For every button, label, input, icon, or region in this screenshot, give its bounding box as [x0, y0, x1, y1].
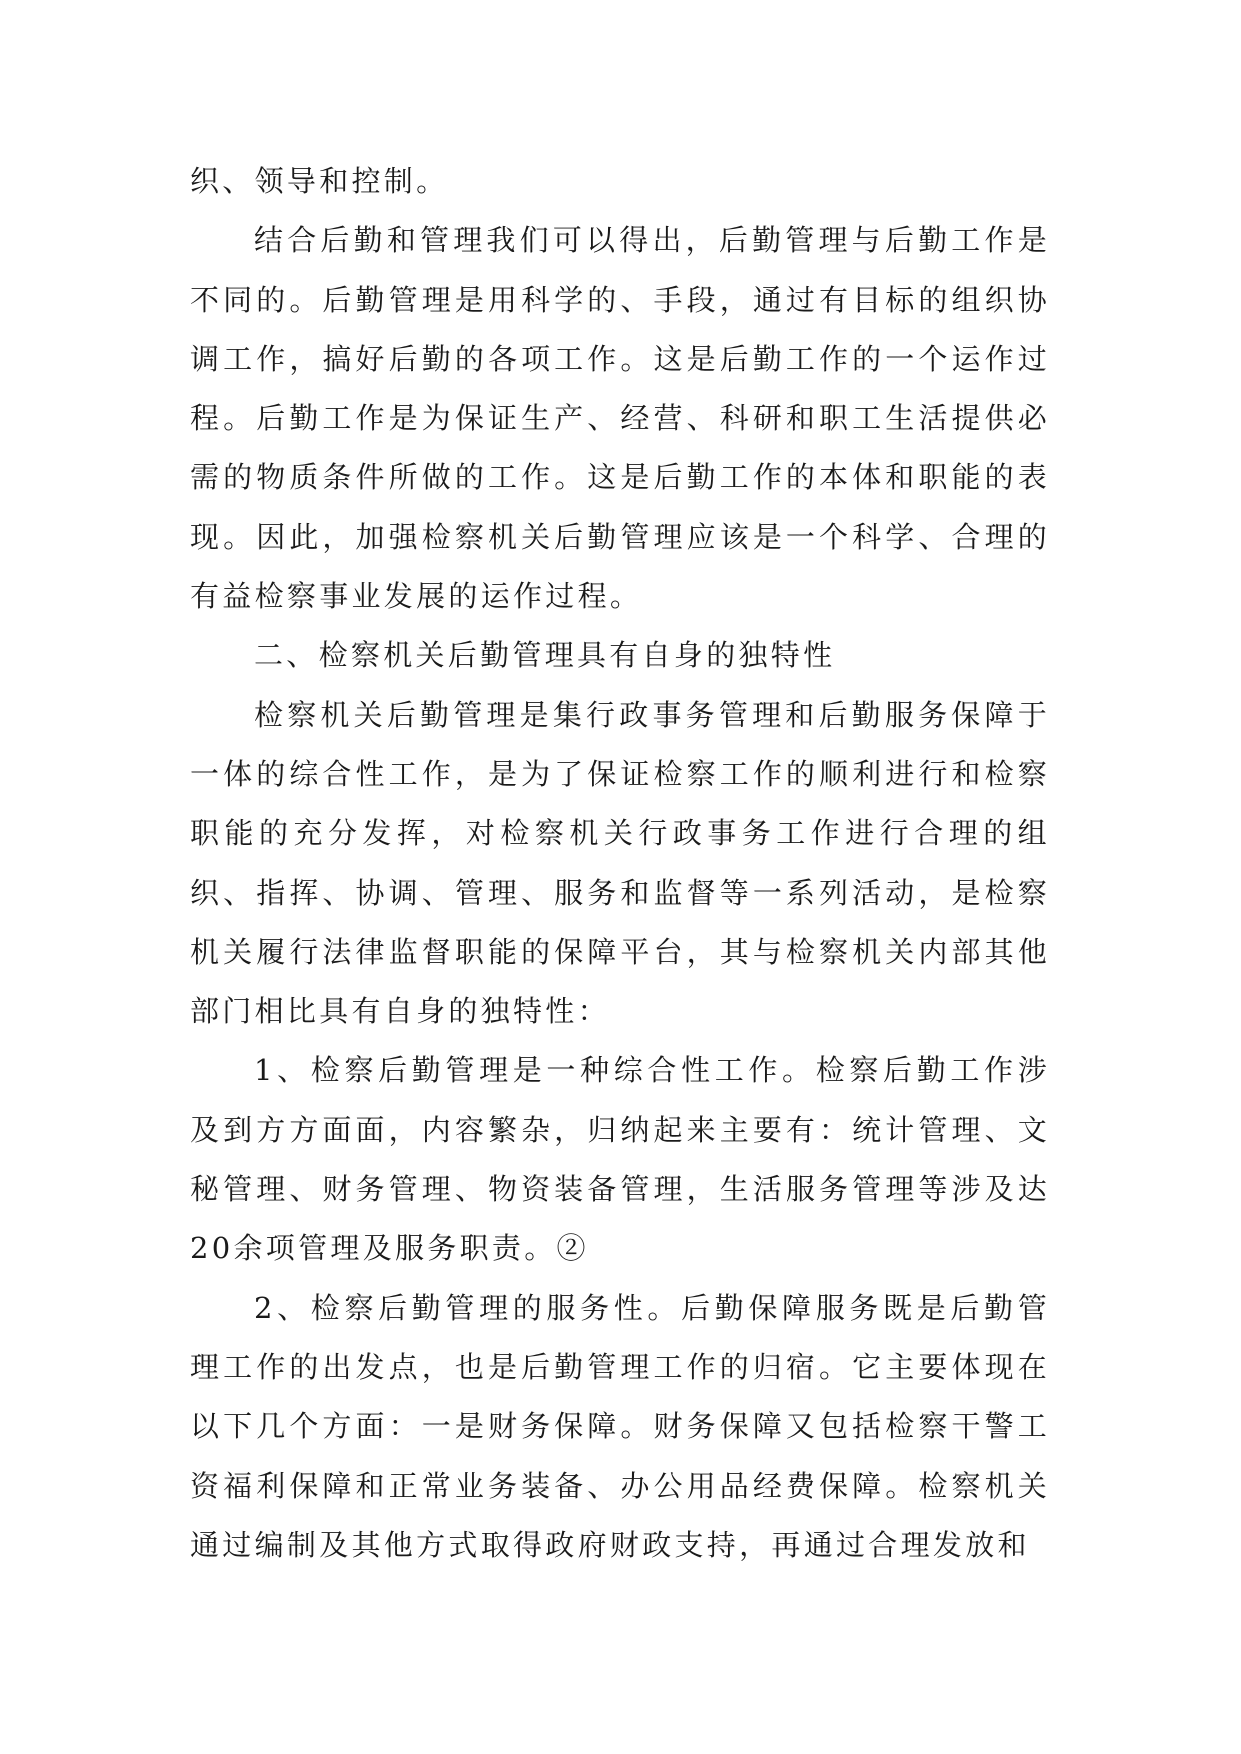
- section-heading: 二、检察机关后勤管理具有自身的独特性: [254, 638, 836, 673]
- paragraph-point-2: 2、检察后勤管理的服务性。后勤保障服务既是后勤管理工作的出发点，也是后勤管理工作的归宿。它主要体现在以下几个方面：一是财务保障。财务保障又包括检察干警工资福利保障和正常业务装备、办公用品经费保障。检察机关通过编制及其他方式取得政府财政支持，再通过合理发放和: [190, 1290, 1050, 1562]
- paragraph-continuation: 织、领导和控制。: [190, 164, 449, 198]
- paragraph-logistics-definition: 结合后勤和管理我们可以得出，后勤管理与后勤工作是不同的。后勤管理是用科学的、手段，通过有目标的组织协调工作，搞好后勤的各项工作。这是后勤工作的一个运作过程。后勤工作是为保证生产、经营、科研和职工生活提供必需的物质条件所做的工作。这是后勤工作的本体和职能的表现。因此，加强检察机关后勤管理应该是一个科学、合理的有益检察事业发展的运作过程。: [190, 223, 1050, 614]
- document-page: [190, 152, 1050, 1575]
- paragraph-section-intro: 检察机关后勤管理是集行政事务管理和后勤服务保障于一体的综合性工作，是为了保证检察工作的顺利进行和检察职能的充分发挥，对检察机关行政事务工作进行合理的组织、指挥、协调、管理、服务和监督等一系列活动，是检察机关履行法律监督职能的保障平台，其与检察机关内部其他部门相比具有自身的独特性：: [190, 697, 1050, 1029]
- paragraph-point-1: 1、检察后勤管理是一种综合性工作。检察后勤工作涉及到方方面面，内容繁杂，归纳起来主要有：统计管理、文秘管理、财务管理、物资装备管理，生活服务管理等涉及达20余项管理及服务职责。②: [190, 1053, 1050, 1266]
